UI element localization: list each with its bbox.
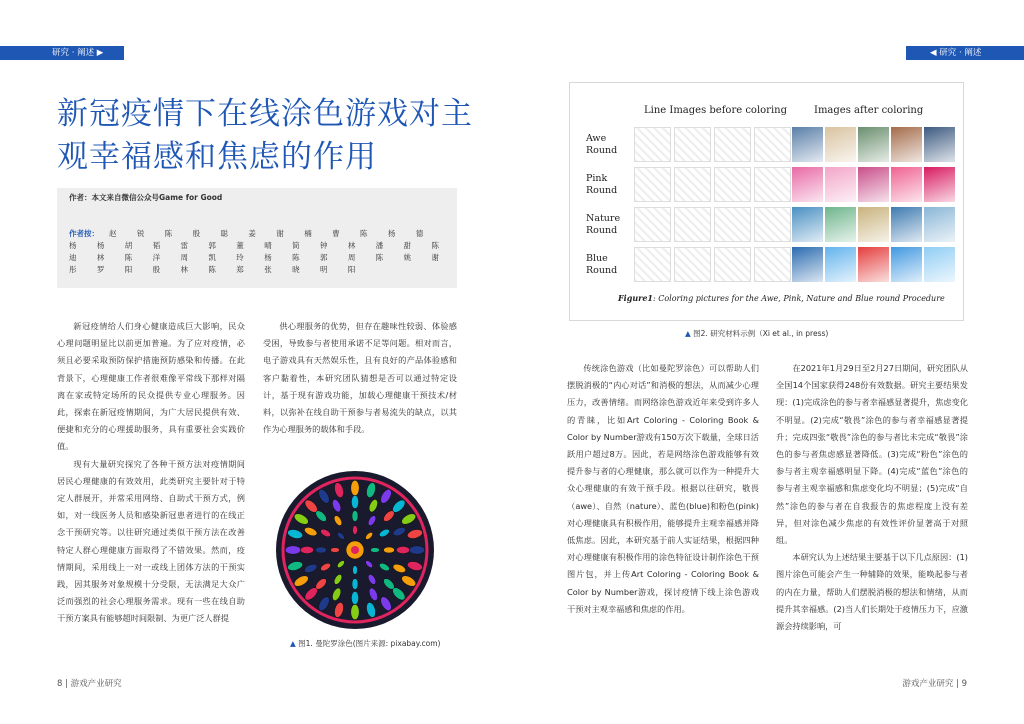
section-tag-left: 研究 · 阐述 ▶ (0, 46, 124, 60)
colored-image-thumbnail (891, 207, 922, 242)
colored-image-thumbnail (792, 127, 823, 162)
line-image-thumbnail (634, 207, 671, 242)
author-box (57, 188, 457, 288)
colored-image-thumbnail (825, 207, 856, 242)
line-image-thumbnail (674, 167, 711, 202)
figure-2-inner-caption-text: : Coloring pictures for the Awe, Pink, Nature and Blue round Procedure (653, 294, 945, 303)
figure-row-label: Pink Round (586, 173, 618, 196)
line-image-thumbnail (674, 247, 711, 282)
footer-left: 8 | 游戏产业研究 (57, 679, 122, 689)
line-image-thumbnail (754, 167, 791, 202)
caption-marker-icon: ▲ (290, 639, 299, 648)
colored-image-thumbnail (891, 127, 922, 162)
paragraph: 传统涂色游戏（比如曼陀罗涂色）可以帮助人们摆脱消极的“内心对话”和消极的想法，从而减少心理压力，改善情绪。而网络涂色游戏近年来受到许多人的青睐，比如Art Coloring - Coloring Book & Color by Number游戏有150万次下载量，全球日活跃用户超过8万。因此，若是网络涂色游戏能够有效提升参与者的心理健康，那么就可以作为一种提升大众心理健康的有效干预手段。根据以往研究，敬畏（awe）、自然（nature）、蓝色(blue)和粉色(pink)对心理健康具有积极作用，能够提升主观幸福感并降低焦虑。因此，本研究基于前人实证结果，根据四种对心理健康有积极作用的涂色特征设计制作涂色干预图片包，并上传Art Coloring - Coloring Book & Color by Number游戏，探讨疫情下线上涂色游戏干预对主观幸福感和焦虑的作用。 (567, 363, 759, 614)
line-image-thumbnail (754, 247, 791, 282)
colored-image-thumbnail (825, 127, 856, 162)
line-image-thumbnail (714, 207, 751, 242)
paragraph: 新冠疫情给人们身心健康造成巨大影响，民众心理问题明显比以前更加普遍。为了应对疫情，必须且必要采取预防保护措施预防感染和传播。在此背景下，心理健康工作者很难像平常线下那样对隔离在家或特定场所的民众提供专业心理服务。因此，探索在新冠疫情期间，为广大居民提供有效、便捷和充分的心理援助服务，具有重要社会实践价值。 (57, 321, 245, 452)
paragraph: 本研究认为上述结果主要基于以下几点原因：(1)图片涂色可能会产生一种辅降的效果，能唤起参与者的内在力量，帮助人们摆脱消极的想法和情绪，从而提升其幸福感。(2)当人们长期处于疫情压力下，应激源会持续影响，可 (776, 552, 968, 632)
colored-image-thumbnail (792, 207, 823, 242)
figure-2-caption-text: 图2. 研究材料示例（Xi et al., in press) (693, 329, 829, 338)
paragraph: 在2021年1月29日至2月27日期间，研究团队从全国14个国家获得248份有效数据。研究主要结果发现：(1)完成涂色的参与者幸福感显著提升，焦虑变化不明显。(2)完成“敬畏”涂色的参与者幸福感显著提升；完成四张“敬畏”涂色的参与者比未完成“敬畏”涂色的参与者焦虑感显著降低。(3)完成“粉色”涂色的参与者主观幸福感明显下降。(4)完成“蓝色”涂色的参与者主观幸福感和焦虑变化均不明显；(5)完成“自然”涂色的参与者在自我报告的焦虑程度上没有差异，但对涂色减少焦虑的有效性评价显著高于对照组。 (776, 363, 968, 546)
paragraph: 供心理服务的优势，但存在趣味性较弱、体验感受困，导致参与者使用承诺不足等问题。相对而言，电子游戏具有天然娱乐性，且有良好的产品体验感和客户黏着性，本研究团队猜想是否可以通过特定设计，基于现有游戏功能，加载心理健康干预技术/材料，以弥补在线自助干预参与者易流失的缺点，以其作为心理服务的载体和手段。 (263, 321, 457, 435)
figure-heading-right: Images after coloring (814, 105, 924, 116)
colored-image-thumbnail (924, 127, 955, 162)
figure-row-label: Awe Round (586, 133, 618, 156)
colored-image-thumbnail (924, 167, 955, 202)
author-line: 作者：本文来自微信公众号Game for Good (69, 193, 223, 202)
editor-label: 作者按： (69, 229, 99, 238)
colored-image-thumbnail (891, 167, 922, 202)
line-image-thumbnail (754, 127, 791, 162)
colored-image-thumbnail (891, 247, 922, 282)
line-image-thumbnail (674, 207, 711, 242)
figure-2-inner-caption (618, 293, 945, 303)
section-tag-right: ◀ 研究 · 阐述 (906, 46, 1024, 60)
figure-row-label: Blue Round (586, 253, 618, 276)
line-image-thumbnail (754, 207, 791, 242)
colored-image-thumbnail (792, 167, 823, 202)
colored-image-thumbnail (924, 207, 955, 242)
column-3 (567, 360, 759, 618)
colored-image-thumbnail (825, 167, 856, 202)
article-title: 新冠疫情下在线涂色游戏对主观幸福感和焦虑的作用 (57, 96, 473, 175)
figure-heading-left: Line Images before coloring (644, 105, 787, 116)
figure-row-label: Nature Round (586, 213, 621, 236)
figure-2 (569, 82, 964, 321)
line-image-thumbnail (674, 127, 711, 162)
line-image-thumbnail (714, 127, 751, 162)
line-image-thumbnail (714, 167, 751, 202)
colored-image-thumbnail (924, 247, 955, 282)
colored-image-thumbnail (858, 127, 889, 162)
line-image-thumbnail (634, 127, 671, 162)
colored-image-thumbnail (858, 167, 889, 202)
colored-image-thumbnail (858, 247, 889, 282)
caption-marker-icon: ▲ (685, 329, 694, 338)
figure-1-caption-text: 图1. 曼陀罗涂色(图片来源: pixabay.com) (298, 639, 441, 648)
line-image-thumbnail (634, 167, 671, 202)
figure-1-caption (290, 638, 440, 649)
line-image-thumbnail (714, 247, 751, 282)
line-image-thumbnail (634, 247, 671, 282)
mandala-image (275, 470, 435, 630)
editor-names: 赵 锐 陈 殷 聪 姜 谢 楠 曹 陈 杨 德 杨 杨 胡 韬 雷 郭 董 晴 简 钟 林 潘 甜 陈 迪 林 陈 洋 周 凯 玲 杨 陈 郭 周 陈 姚 谢 彤 罗 阳 殷 林 陈 郑 张 晓 明 阳 (69, 229, 439, 274)
column-1 (57, 318, 245, 628)
colored-image-thumbnail (792, 247, 823, 282)
column-4 (776, 360, 968, 635)
column-2 (263, 318, 457, 438)
paragraph: 现有大量研究探究了各种干预方法对疫情期间居民心理健康的有效效用，此类研究主要针对于特定人群展开，并常采用网络、自助式干预方式，例如，对一线医务人员和感染新冠患者进行的在线正念干预研究等。以往研究通过类似干预方法在改善特定人群心理健康方面取得了不错效果。然而，疫情期间，采用线上一对一或线上团体方法的干预实践，因其服务对象规模十分受限，无法满足大众广泛而强烈的社会心理服务需求。现有一些在线自助干预方案具有能够超时间限制、为更广泛人群提 (57, 458, 245, 624)
figure-2-caption (685, 328, 828, 339)
colored-image-thumbnail (858, 207, 889, 242)
colored-image-thumbnail (825, 247, 856, 282)
figure-2-inner-caption-prefix: Figure1 (618, 293, 653, 303)
footer-right: 游戏产业研究 | 9 (902, 679, 967, 689)
